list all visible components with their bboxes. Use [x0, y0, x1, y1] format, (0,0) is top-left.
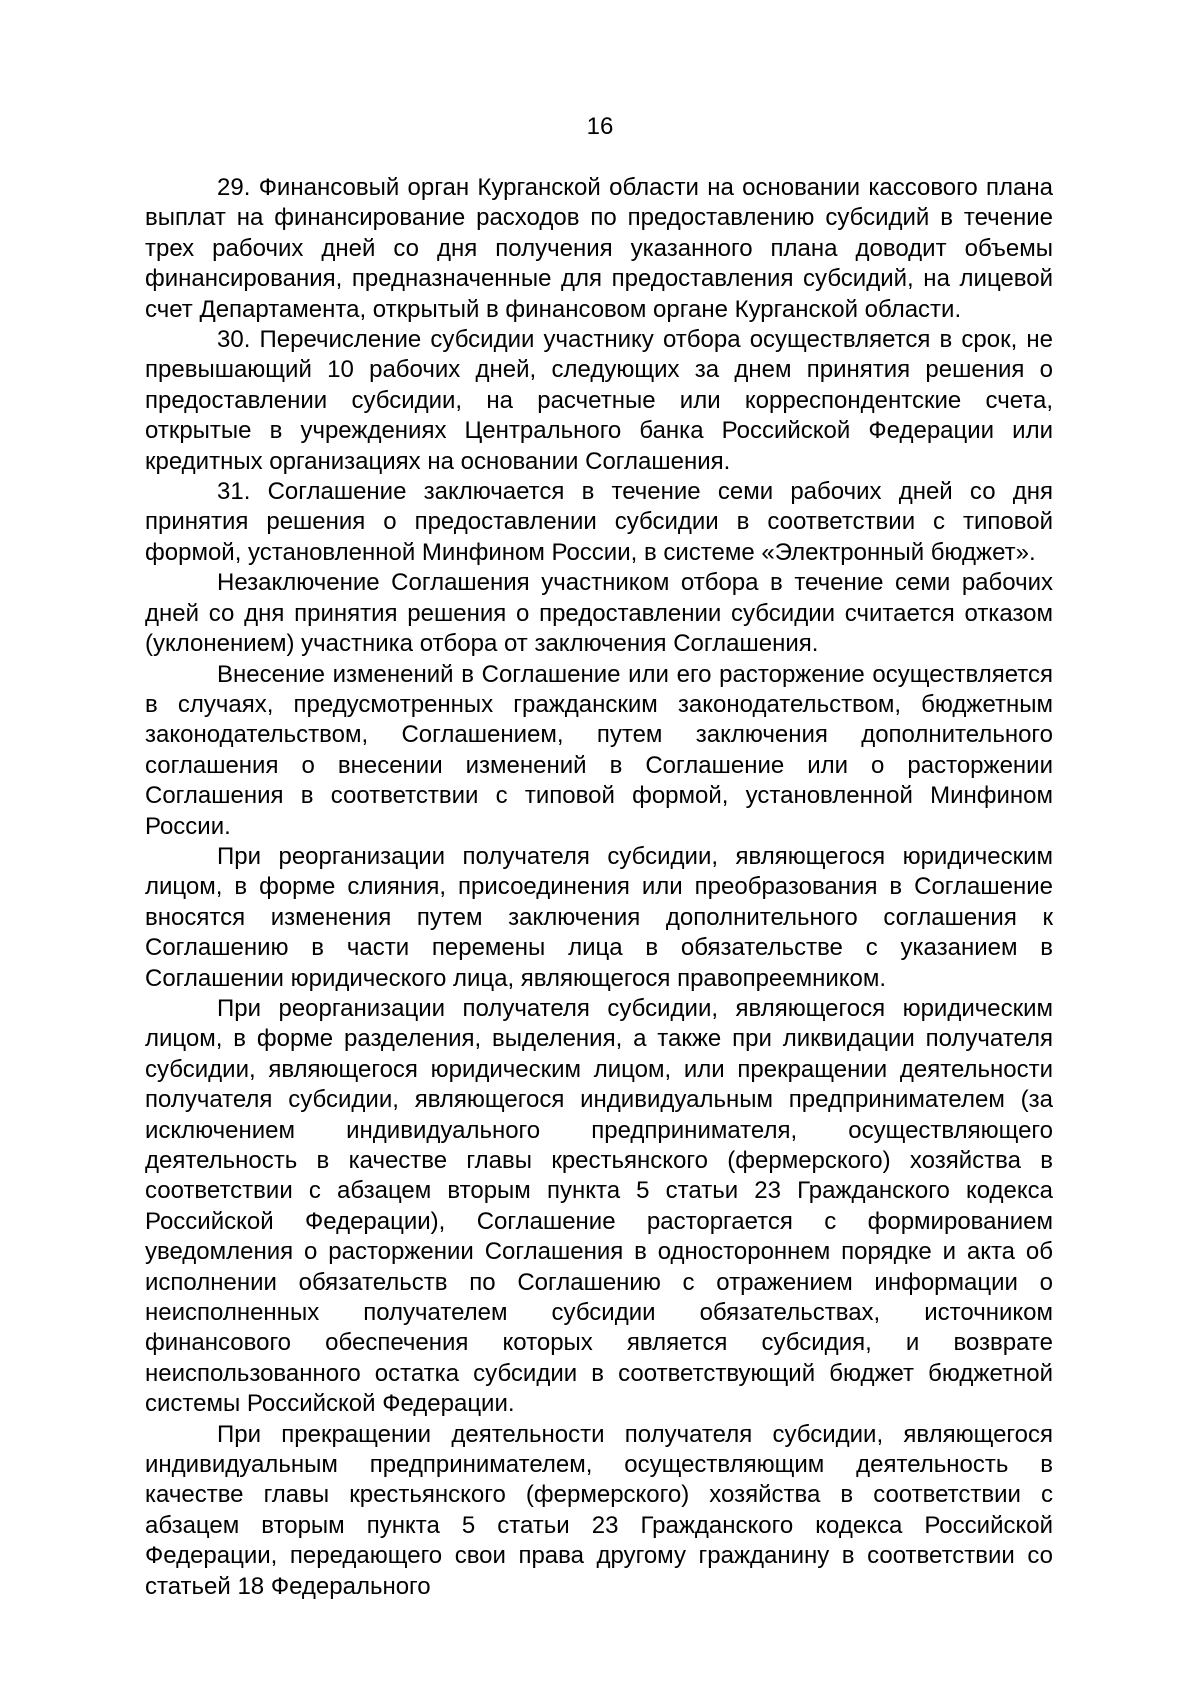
paragraph-non-conclusion: Незаключение Соглашения участником отбора в течение семи рабочих дней со дня принятия решения о предоставлении субсидии считается отказом (уклонением) участника отбора от заключения Соглашения.: [145, 569, 1053, 658]
paragraph-29: 29. Финансовый орган Курганской области на основании кассового плана выплат на финансирование расходов по предоставлению субсидий в течение трех рабочих дней со дня получения указанного плана доводит объемы финансирования, предназначенные для предоставления субсидий, на лицевой счет Департамента, открытый в финансовом органе Курганской области.: [145, 174, 1053, 323]
page-number: 16: [586, 113, 614, 140]
paragraph-termination-farm: При прекращении деятельности получателя субсидии, являющегося индивидуальным предпринимателем, осуществляющим деятельность в качестве главы крестьянского (фермерского) хозяйства в соответствии с абзацем вторым пункта 5 статьи 23 Гражданского кодекса Российской Федерации, передающего свои права другому гражданину в соответствии со статьей 18 Федерального: [145, 1420, 1053, 1600]
paragraph-reorganization-division: При реорганизации получателя субсидии, являющегося юридическим лицом, в форме разделения, выделения, а также при ликвидации получателя субсидии, являющегося юридическим лицом, или прекращении деятельности получателя субсидии, являющегося индивидуальным предпринимателем (за исключением индивидуального предпринимателя, осуществляющего деятельность в качестве главы крестьянского (фермерского) хозяйства в соответствии с абзацем вторым пункта 5 статьи 23 Гражданского кодекса Российской Федерации), Соглашение расторгается с формированием уведомления о расторжении Соглашения в одностороннем порядке и акта об исполнении обязательств по Соглашению с отражением информации о неисполненных получателем субсидии обязательствах, источником финансового обеспечения которых является субсидия, и возврате неиспользованного остатка субсидии в соответствующий бюджет бюджетной системы Российской Федерации.: [145, 994, 1053, 1418]
paragraph-amendments: Внесение изменений в Соглашение или его расторжение осуществляется в случаях, предусмотренных гражданским законодательством, бюджетным законодательством, Соглашением, путем заключения дополнительного соглашения о внесении изменений в Соглашение или о расторжении Соглашения в соответствии с типовой формой, установленной Минфином России.: [145, 660, 1053, 840]
paragraph-reorganization-merger: При реорганизации получателя субсидии, являющегося юридическим лицом, в форме слияния, присоединения или преобразования в Соглашение вносятся изменения путем заключения дополнительного соглашения к Соглашению в части перемены лица в обязательстве с указанием в Соглашении юридического лица, являющегося правопреемником.: [145, 842, 1053, 992]
paragraph-30: 30. Перечисление субсидии участнику отбора осуществляется в срок, не превышающий 10 рабочих дней, следующих за днем принятия решения о предоставлении субсидии, на расчетные или корреспондентские счета, открытые в учреждениях Центрального банка Российской Федерации или кредитных организациях на основании Соглашения.: [145, 326, 1053, 475]
paragraph-31: 31. Соглашение заключается в течение семи рабочих дней со дня принятия решения о предоставлении субсидии в соответствии с типовой формой, установленной Минфином России, в системе «Электронный бюджет».: [145, 478, 1053, 566]
document-body: [145, 173, 1053, 1602]
